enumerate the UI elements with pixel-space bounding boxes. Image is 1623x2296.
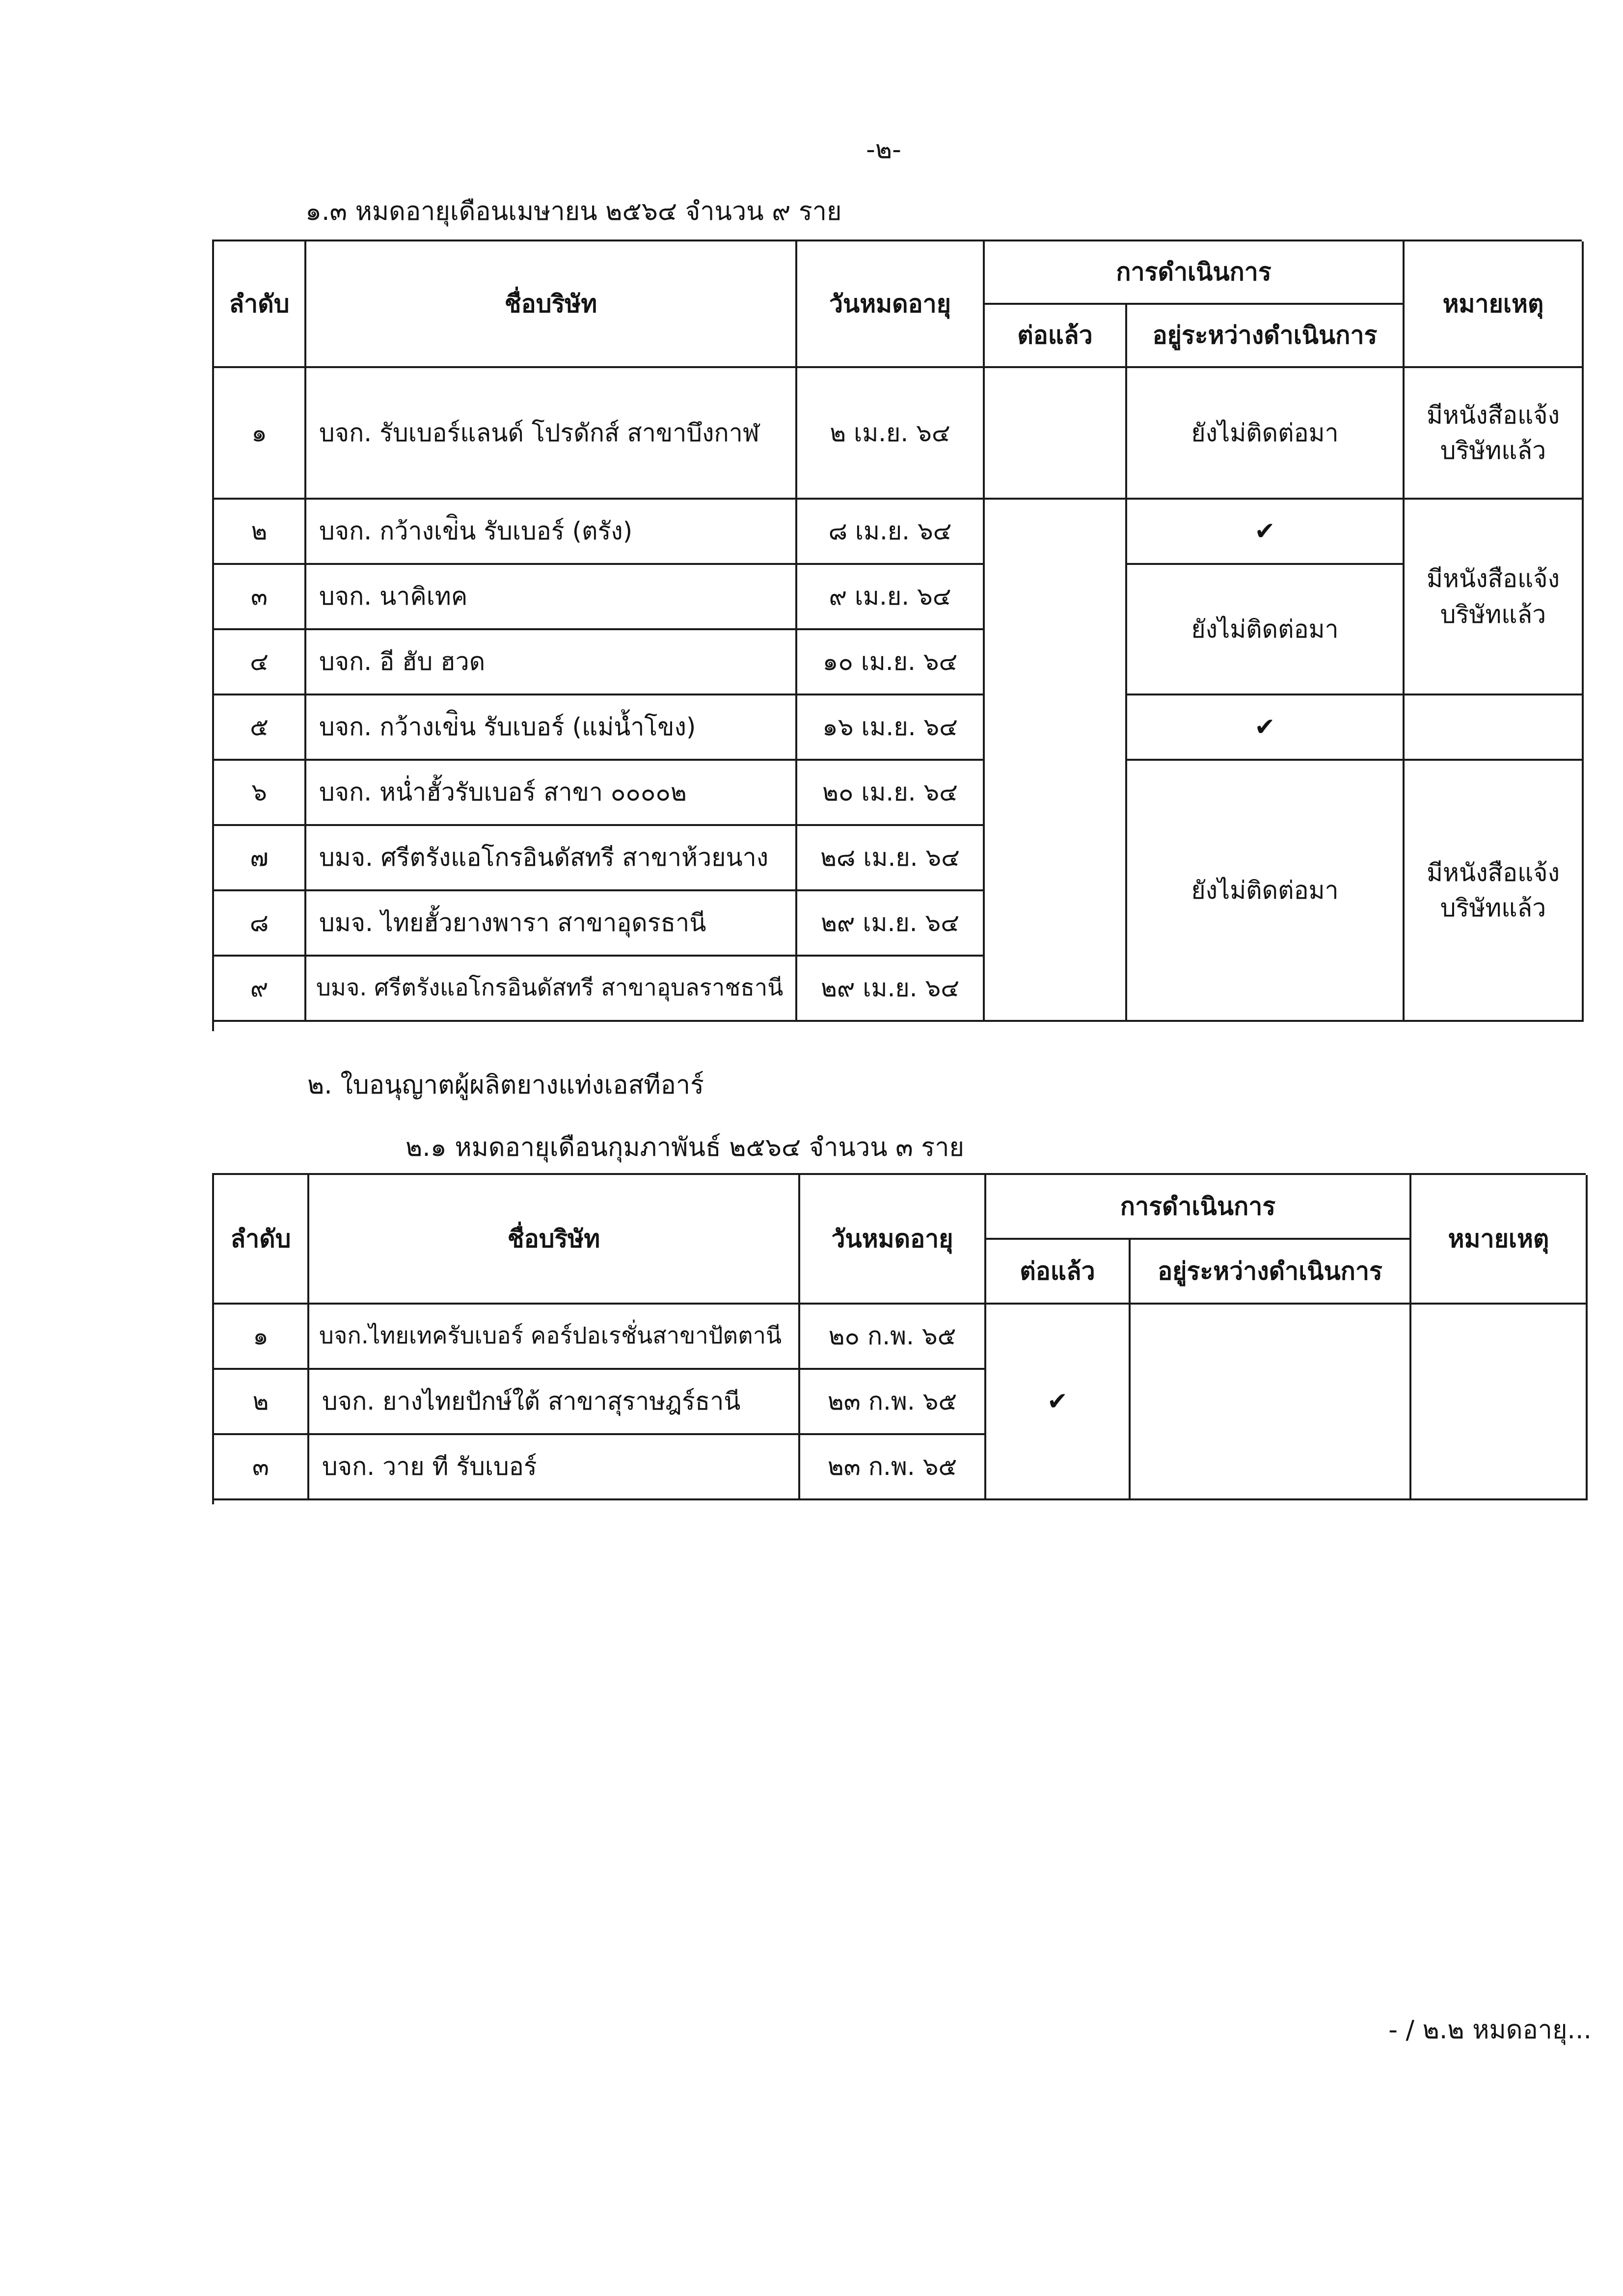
col-header-expiry: วันหมดอายุ <box>800 1175 986 1305</box>
row-6-company: บจก. หน่ำฮั้วรับเบอร์ สาขา ๐๐๐๐๒ <box>306 761 797 826</box>
section-2-heading: ๒. ใบอนุญาตผู้ผลิตยางแท่งเอสทีอาร์ <box>307 1070 704 1100</box>
section-2-1-heading: ๒.๑ หมดอายุเดือนกุมภาพันธ์ ๒๕๖๔ จำนวน ๓ ราย <box>406 1133 964 1162</box>
row-7-expiry: ๒๘ เม.ย. ๖๔ <box>797 826 985 891</box>
col-header-in-progress: อยู่ระหว่างดำเนินการ <box>1127 305 1405 368</box>
row-2-company: บจก. กว้างเข่ิน รับเบอร์ (ตรัง) <box>306 500 797 565</box>
row-4-no: ๔ <box>214 630 306 695</box>
renewed-check-icon: ✔ <box>986 1305 1131 1500</box>
row-3-company: บจก. นาคิเทค <box>306 565 797 630</box>
row-8-company: บมจ. ไทยฮั้วยางพารา สาขาอุดรธานี <box>306 891 797 957</box>
row-5-no: ๕ <box>214 695 306 761</box>
col-header-no: ลำดับ <box>214 241 306 368</box>
row-1-company: บจก. รับเบอร์แลนด์ โปรดักส์ สาขาบึงกาฬ <box>306 368 797 500</box>
page-number: -๒- <box>866 135 901 164</box>
row-5-check-icon: ✔ <box>1127 695 1405 761</box>
row-1-renewed <box>985 368 1127 500</box>
col-header-company: ชื่อบริษัท <box>306 241 797 368</box>
row-3-expiry: ๙ เม.ย. ๖๔ <box>797 565 985 630</box>
row-2-expiry: ๒๓ ก.พ. ๖๕ <box>800 1370 986 1435</box>
row-1-no: ๑ <box>214 1305 309 1370</box>
row-4-company: บจก. อี ฮับ ฮวด <box>306 630 797 695</box>
row-1-no: ๑ <box>214 368 306 500</box>
row-9-expiry: ๒๙ เม.ย. ๖๔ <box>797 957 985 1022</box>
col-header-no: ลำดับ <box>214 1175 309 1305</box>
row-1-status: ยังไม่ติดต่อมา <box>1127 368 1405 500</box>
row-1-remark: มีหนังสือแจ้งบริษัทแล้ว <box>1405 368 1584 500</box>
row-3-expiry: ๒๓ ก.พ. ๖๕ <box>800 1435 986 1500</box>
row-7-company: บมจ. ศรีตรังแอโกรอินดัสทรี สาขาห้วยนาง <box>306 826 797 891</box>
col-header-expiry: วันหมดอายุ <box>797 241 985 368</box>
row-3-no: ๓ <box>214 1435 309 1500</box>
row-7-no: ๗ <box>214 826 306 891</box>
col-header-renewed: ต่อแล้ว <box>985 305 1127 368</box>
col-header-action: การดำเนินการ <box>985 241 1405 305</box>
row-2-check-icon: ✔ <box>1127 500 1405 565</box>
in-progress-cell <box>1131 1305 1411 1500</box>
row-9-company: บมจ. ศรีตรังแอโกรอินดัสทรี สาขาอุบลราชธานี <box>306 957 797 1022</box>
row-3-no: ๓ <box>214 565 306 630</box>
row-8-expiry: ๒๙ เม.ย. ๖๔ <box>797 891 985 957</box>
row-5-expiry: ๑๖ เม.ย. ๖๔ <box>797 695 985 761</box>
rows-6-9-status: ยังไม่ติดต่อมา <box>1127 761 1405 1022</box>
rows-3-4-status: ยังไม่ติดต่อมา <box>1127 565 1405 695</box>
col-header-company: ชื่อบริษัท <box>309 1175 800 1305</box>
row-8-no: ๘ <box>214 891 306 957</box>
col-header-remark: หมายเหตุ <box>1411 1175 1588 1305</box>
remark-cell <box>1411 1305 1588 1500</box>
continuation-note: - / ๒.๒ หมดอายุ... <box>1388 2015 1592 2045</box>
row-2-company: บจก. ยางไทยปักษ์ใต้ สาขาสุราษฎร์ธานี <box>309 1370 800 1435</box>
row-1-expiry: ๒๐ ก.พ. ๖๕ <box>800 1305 986 1370</box>
renewed-cell-rows-2-9 <box>985 500 1127 1022</box>
row-2-no: ๒ <box>214 500 306 565</box>
table-april-expiry <box>212 240 1582 1031</box>
row-1-expiry: ๒ เม.ย. ๖๔ <box>797 368 985 500</box>
col-header-renewed: ต่อแล้ว <box>986 1240 1131 1305</box>
row-3-company: บจก. วาย ที รับเบอร์ <box>309 1435 800 1500</box>
row-5-company: บจก. กว้างเข่ิน รับเบอร์ (แม่น้ำโขง) <box>306 695 797 761</box>
rows-2-4-remark: มีหนังสือแจ้งบริษัทแล้ว <box>1405 500 1584 695</box>
row-1-company: บจก.ไทยเทครับเบอร์ คอร์ปอเรชั่นสาขาปัตตานี <box>309 1305 800 1370</box>
row-9-no: ๙ <box>214 957 306 1022</box>
row-6-expiry: ๒๐ เม.ย. ๖๔ <box>797 761 985 826</box>
col-header-action: การดำเนินการ <box>986 1175 1411 1240</box>
rows-6-9-remark: มีหนังสือแจ้งบริษัทแล้ว <box>1405 761 1584 1022</box>
col-header-remark: หมายเหตุ <box>1405 241 1584 368</box>
row-2-expiry: ๘ เม.ย. ๖๔ <box>797 500 985 565</box>
row-2-no: ๒ <box>214 1370 309 1435</box>
table-february-expiry <box>212 1173 1586 1504</box>
col-header-in-progress: อยู่ระหว่างดำเนินการ <box>1131 1240 1411 1305</box>
row-5-remark <box>1405 695 1584 761</box>
row-6-no: ๖ <box>214 761 306 826</box>
section-1-3-heading: ๑.๓ หมดอายุเดือนเมษายน ๒๕๖๔ จำนวน ๙ ราย <box>305 197 842 226</box>
row-4-expiry: ๑๐ เม.ย. ๖๔ <box>797 630 985 695</box>
